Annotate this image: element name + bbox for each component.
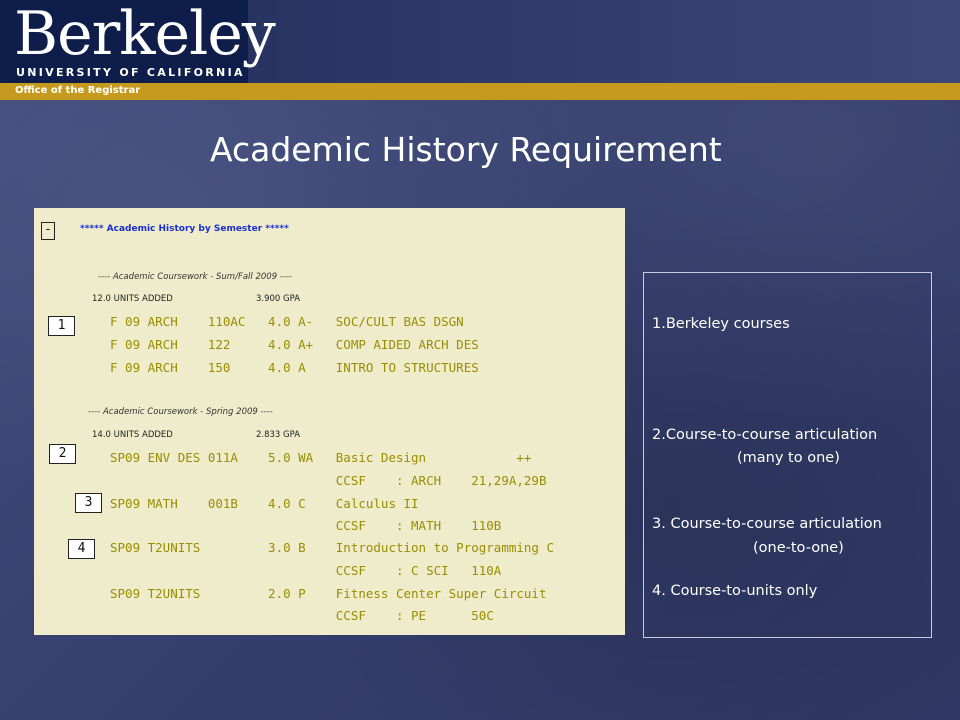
articulation-line: CCSF : ARCH 21,29A,29B bbox=[110, 473, 547, 488]
marker-4: 4 bbox=[68, 539, 95, 559]
course-line: SP09 T2UNITS 3.0 B Introduction to Programming C bbox=[110, 540, 555, 555]
legend-item-2: 2.Course-to-course articulation bbox=[652, 427, 878, 443]
course-line: F 09 ARCH 150 4.0 A INTRO TO STRUCTURES bbox=[110, 360, 479, 375]
logo-wordmark: Berkeley bbox=[14, 0, 275, 69]
header-bar bbox=[0, 0, 960, 83]
course-line: F 09 ARCH 110AC 4.0 A- SOC/CULT BAS DSGN bbox=[110, 314, 464, 329]
articulation-line: CCSF : PE 50C bbox=[110, 608, 494, 623]
gpa-fall: 3.900 GPA bbox=[256, 294, 301, 304]
berkeley-logo[interactable] bbox=[0, 0, 275, 83]
office-label: Office of the Registrar bbox=[15, 85, 141, 96]
slide-title: Academic History Requirement bbox=[210, 130, 722, 169]
articulation-line: CCSF : C SCI 110A bbox=[110, 563, 502, 578]
logo-subtitle: UNIVERSITY OF CALIFORNIA bbox=[16, 66, 245, 79]
units-added-fall: 12.0 UNITS ADDED bbox=[92, 294, 173, 304]
course-line: F 09 ARCH 122 4.0 A+ COMP AIDED ARCH DES bbox=[110, 337, 479, 352]
legend-item-1: 1.Berkeley courses bbox=[652, 316, 790, 332]
registrar-bar bbox=[0, 83, 960, 100]
articulation-line: CCSF : MATH 110B bbox=[110, 518, 502, 533]
collapse-toggle[interactable]: - bbox=[41, 222, 55, 240]
legend-item-3: 3. Course-to-course articulation bbox=[652, 516, 882, 532]
course-line: SP09 T2UNITS 2.0 P Fitness Center Super Circuit bbox=[110, 586, 547, 601]
course-line: SP09 MATH 001B 4.0 C Calculus II bbox=[110, 496, 419, 511]
term-heading-fall: ---- Academic Coursework - Sum/Fall 2009 ---- bbox=[98, 272, 293, 282]
course-line: SP09 ENV DES 011A 5.0 WA Basic Design ++ bbox=[110, 450, 532, 465]
marker-2: 2 bbox=[49, 444, 76, 464]
legend-item-2-detail: (many to one) bbox=[737, 450, 840, 466]
term-heading-spring: ---- Academic Coursework - Spring 2009 ---- bbox=[88, 407, 273, 417]
legend-item-3-detail: (one-to-one) bbox=[753, 540, 844, 556]
academic-history-panel bbox=[34, 208, 625, 635]
gpa-spring: 2.833 GPA bbox=[256, 430, 301, 440]
legend-item-4: 4. Course-to-units only bbox=[652, 583, 818, 599]
marker-3: 3 bbox=[75, 493, 102, 513]
legend-box bbox=[643, 272, 932, 638]
marker-1: 1 bbox=[48, 316, 75, 336]
units-added-spring: 14.0 UNITS ADDED bbox=[92, 430, 173, 440]
section-header: ***** Academic History by Semester ***** bbox=[80, 224, 289, 234]
